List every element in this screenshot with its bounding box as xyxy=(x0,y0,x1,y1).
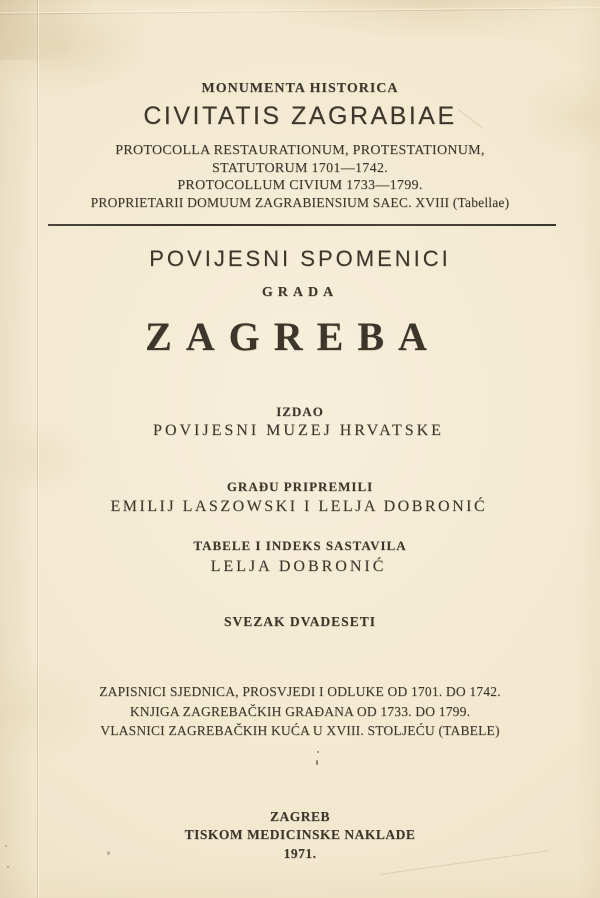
main-title-line-2: GRADA xyxy=(261,285,339,300)
tables-index-name: LELJA DOBRONIĆ xyxy=(210,558,387,575)
contents-line-2: STATUTORUM 1701—1742. xyxy=(211,161,389,176)
contents-line-3: PROTOCOLLUM CIVIUM 1733—1799. xyxy=(177,178,423,193)
editors-names: EMILIJ LASZOWSKI I LELJA DOBRONIĆ xyxy=(110,498,488,515)
ink-speck xyxy=(7,866,9,868)
editors-label: GRAĐU PRIPREMILI xyxy=(226,479,374,494)
contents-line-4: PROPRIETARII DOMUUM ZAGRABIENSIUM SAEC. XVIII (Tabellae) xyxy=(90,195,510,210)
description-line-3: VLASNICI ZAGREBAČKIH KUĆA U XVIII. STOLJEĆU (TABELE) xyxy=(100,723,500,738)
series-name: CIVITATIS ZAGRABIAE xyxy=(143,102,457,130)
ink-speck xyxy=(316,760,318,765)
description-line-2: KNJIGA ZAGREBAČKIH GRAĐANA OD 1733. DO 1799. xyxy=(129,704,471,719)
publisher-label: IZDAO xyxy=(276,404,324,419)
main-title-line-3: ZAGREBA xyxy=(145,314,441,359)
divider-rule xyxy=(48,224,556,226)
paper-crease-left xyxy=(37,0,38,898)
tables-index-label: TABELE I INDEKS SASTAVILA xyxy=(193,538,407,553)
imprint-year: 1971. xyxy=(283,846,317,861)
imprint-city: ZAGREB xyxy=(269,809,330,824)
imprint-printer: TISKOM MEDICINSKE NAKLADE xyxy=(184,827,416,842)
paper-corner-fold xyxy=(0,0,150,60)
publisher-name: POVIJESNI MUZEJ HRVATSKE xyxy=(153,422,444,439)
contents-line-1: PROTOCOLLA RESTAURATIONUM, PROTESTATIONUM, xyxy=(115,143,485,158)
ink-speck xyxy=(317,751,319,753)
volume-label: SVEZAK DVADESETI xyxy=(224,614,376,629)
description-line-1: ZAPISNICI SJEDNICA, PROSVJEDI I ODLUKE OD 1701. DO 1742. xyxy=(99,684,501,699)
main-title-line-1: POVIJESNI SPOMENICI xyxy=(149,246,451,271)
series-title: MONUMENTA HISTORICA xyxy=(201,81,399,96)
